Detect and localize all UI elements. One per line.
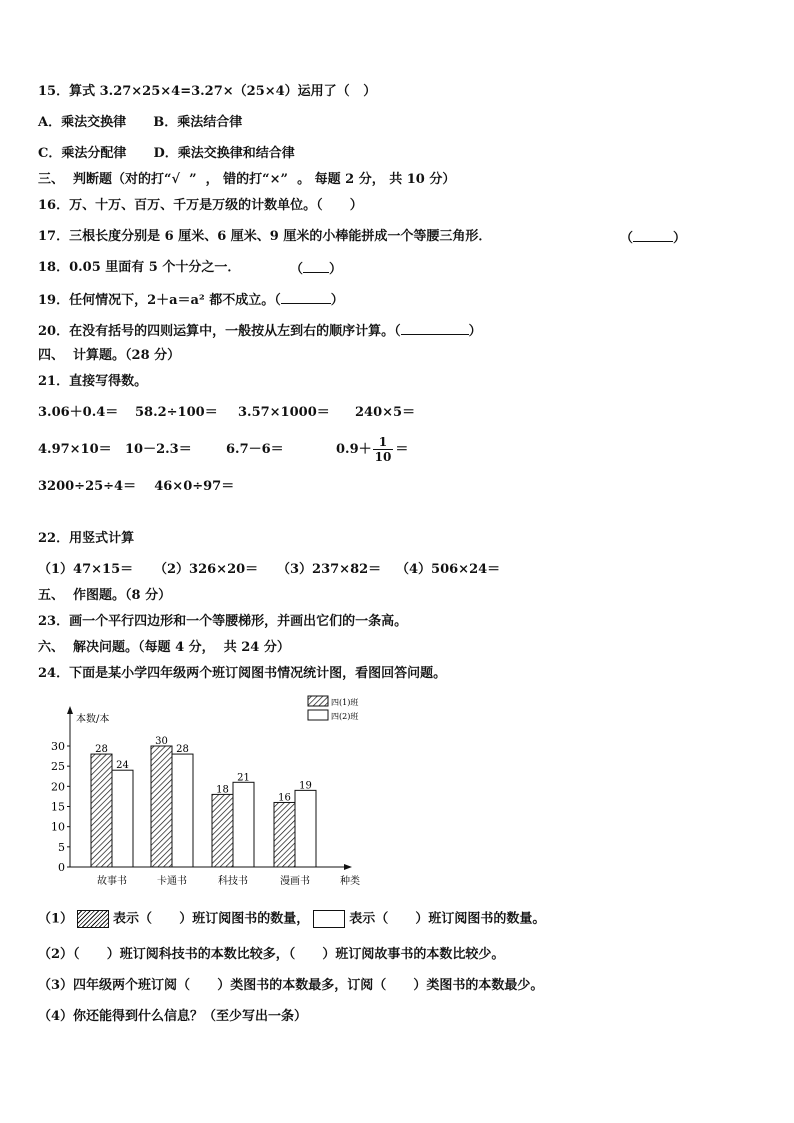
y-tick-label: 30 <box>51 740 65 753</box>
y-axis-arrow <box>67 706 73 714</box>
q22-item: （4）506×24＝ <box>396 562 501 577</box>
bar <box>212 794 233 867</box>
y-tick-label: 10 <box>51 820 65 834</box>
q17 <box>38 229 491 245</box>
q19-answer-blank[interactable] <box>281 291 331 304</box>
x-axis-label: 种类 <box>340 876 360 887</box>
y-tick-label: 15 <box>51 800 65 814</box>
y-tick-label: 25 <box>51 760 65 774</box>
legend-swatch <box>308 696 328 706</box>
y-tick-label: 20 <box>51 780 65 794</box>
q15-options-cd: C．乘法分配律 D．乘法交换律和结合律 <box>38 146 295 161</box>
q16: 16．万、十万、百万、千万是万级的计数单位。（ ） <box>38 198 363 213</box>
q22-item: （1）47×15＝ <box>38 562 134 577</box>
section-6-heading: 六、 解决问题。（每题 4 分， 共 24 分） <box>38 640 290 655</box>
legend-swatch <box>308 710 328 720</box>
bar <box>151 746 172 867</box>
data-label: 24 <box>116 760 129 772</box>
data-label: 28 <box>176 744 189 756</box>
q21-item: 240×5＝ <box>355 405 416 420</box>
data-label: 21 <box>237 772 250 784</box>
q24-part-4: （4）你还能得到什么信息？（至少写出一条） <box>38 1009 308 1024</box>
data-label: 28 <box>95 744 108 756</box>
section-3-heading: 三、 判断题（对的打“√ ” ， 错的打“×” 。 每题 2 分， 共 10 分） <box>38 172 456 187</box>
hatched-swatch <box>77 910 109 928</box>
q17-text: 17．三根长度分别是 6 厘米、6 厘米、9 厘米的小棒能拼成一个等腰三角形． <box>38 229 492 244</box>
legend-label: 四(2)班 <box>331 712 359 721</box>
section-5-heading: 五、 作图题。（8 分） <box>38 588 172 603</box>
q21-item: 3.06＋0.4＝ <box>38 405 119 420</box>
x-tick-label: 卡通书 <box>157 876 187 887</box>
bar <box>91 754 112 867</box>
y-axis-label: 本数/本 <box>76 714 110 725</box>
q24-part-3: （3）四年级两个班订阅（ ）类图书的本数最多，订阅（ ）类图书的本数最少。 <box>38 978 544 993</box>
q22-title: 22．用竖式计算 <box>38 531 135 546</box>
data-label: 18 <box>216 784 229 796</box>
q24-part-2: （2）（ ）班订阅科技书的本数比较多，（ ）班订阅故事书的本数比较少。 <box>38 947 505 962</box>
bar <box>295 790 316 867</box>
q21-item: 10－2.3＝ <box>125 442 192 457</box>
q20-answer-blank[interactable] <box>401 322 469 335</box>
q18 <box>38 260 240 276</box>
q20-text: 20．在没有括号的四则运算中，一般按从左到右的顺序计算。 <box>38 324 395 339</box>
q17-answer-paren: （ ） <box>620 231 687 246</box>
q21-item: 4.97×10＝ <box>38 442 112 457</box>
section-4-heading: 四、 计算题。（28 分） <box>38 348 181 363</box>
bar <box>112 770 133 867</box>
bar <box>274 802 295 867</box>
q24-part-1: （1） 表示（ ）班订阅图书的数量， 表示（ ）班订阅图书的数量。 <box>38 911 546 927</box>
q21-fraction-item: 0.9＋ $\frac{1}{10}$ ＝ <box>336 435 409 464</box>
x-tick-label: 科技书 <box>218 876 248 887</box>
q24-title: 24．下面是某小学四年级两个班订阅图书情况统计图，看图回答问题。 <box>38 666 447 681</box>
data-label: 19 <box>299 780 312 792</box>
data-label: 16 <box>278 792 291 804</box>
bar-chart <box>38 692 378 892</box>
q21-item: 58.2÷100＝ <box>135 405 218 420</box>
q21-title: 21．直接写得数。 <box>38 374 148 389</box>
q21-item: 3.57×1000＝ <box>238 405 330 420</box>
q18-answer-paren: （ ） <box>290 262 343 277</box>
q22-item: （2）326×20＝ <box>154 562 259 577</box>
bar <box>233 782 254 867</box>
q19-text: 19．任何情况下，2＋a＝a² 都不成立。 <box>38 293 275 308</box>
white-swatch <box>313 910 345 928</box>
q23: 23．画一个平行四边形和一个等腰梯形，并画出它们的一条高。 <box>38 614 408 629</box>
y-tick-label: 5 <box>58 840 65 854</box>
bar <box>172 754 193 867</box>
q22-item: （3）237×82＝ <box>277 562 382 577</box>
x-tick-label: 漫画书 <box>280 876 310 887</box>
q18-text: 18．0.05 里面有 5 个十分之一． <box>38 260 241 275</box>
q18-answer-blank[interactable] <box>303 260 329 273</box>
q15-stem: 15．算式 3.27×25×4=3.27×（25×4）运用了（ ） <box>38 84 377 99</box>
legend-label: 四(1)班 <box>331 698 359 707</box>
q15-options-ab: A．乘法交换律 B．乘法结合律 <box>38 115 243 130</box>
fraction: $\frac{1}{10}$ <box>374 435 392 464</box>
y-tick-label: 0 <box>58 861 65 874</box>
data-label: 30 <box>155 736 168 747</box>
x-tick-label: 故事书 <box>97 876 127 887</box>
x-axis-arrow <box>344 864 352 870</box>
q17-answer-blank[interactable] <box>633 229 673 242</box>
q21-row3: 3200÷25÷4＝ 46×0÷97＝ <box>38 479 235 494</box>
q21-item: 6.7－6＝ <box>226 442 284 457</box>
q19: 19．任何情况下，2＋a＝a² 都不成立。（ ） <box>38 293 344 308</box>
q20: 20．在没有括号的四则运算中，一般按从左到右的顺序计算。（ ） <box>38 324 482 339</box>
